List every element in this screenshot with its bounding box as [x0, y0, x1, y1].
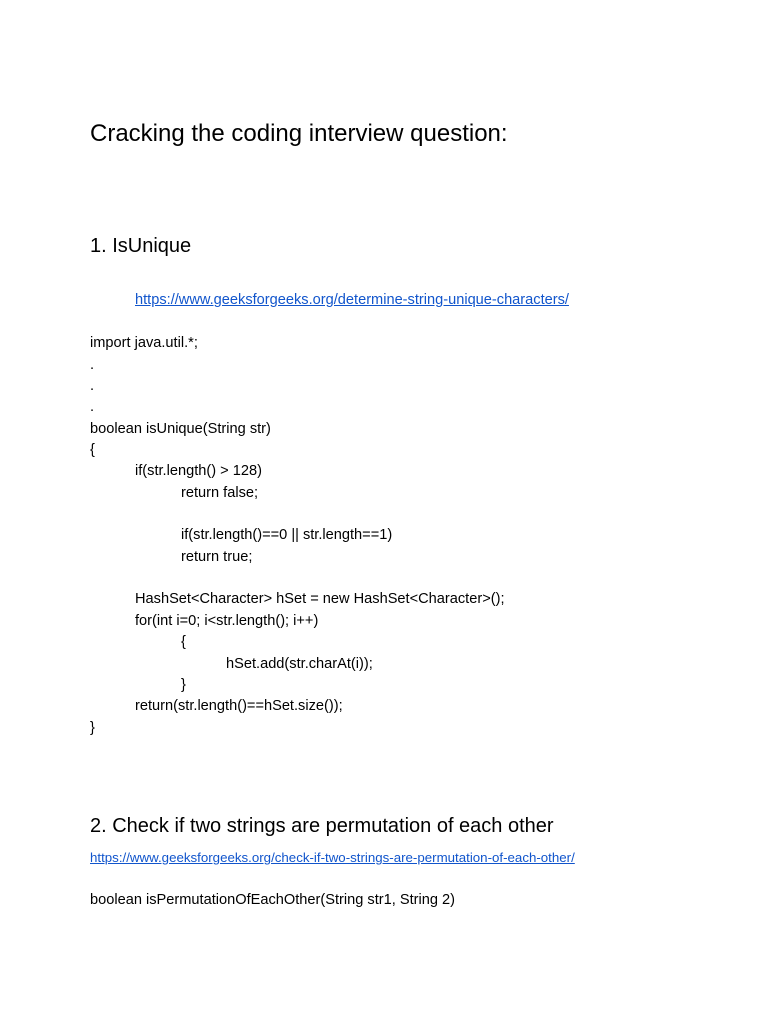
code-line: HashSet<Character> hSet = new HashSet<Character>();: [135, 591, 505, 607]
code-line: import java.util.*;: [90, 335, 198, 351]
code-line: .: [90, 357, 95, 373]
code-line: boolean isUnique(String str): [90, 421, 271, 437]
code-line: {: [181, 634, 186, 650]
code-line: if(str.length()==0 || str.length==1): [181, 527, 393, 543]
code-line: return(str.length()==hSet.size());: [135, 698, 343, 714]
code-line: }: [181, 677, 186, 693]
code-line: {: [90, 442, 95, 458]
code-line: return true;: [181, 549, 253, 565]
section-heading-is-unique: 1. IsUnique: [90, 235, 192, 257]
permutation-reference-link[interactable]: https://www.geeksforgeeks.org/check-if-two-strings-are-permutation-of-each-other/: [90, 850, 575, 865]
code-line: return false;: [181, 485, 259, 501]
code-line: }: [90, 720, 95, 736]
code-line: .: [90, 378, 95, 394]
is-unique-reference-link[interactable]: https://www.geeksforgeeks.org/determine-string-unique-characters/: [135, 292, 569, 308]
document-title: Cracking the coding interview question:: [90, 120, 508, 147]
code-line: boolean isPermutationOfEachOther(String str1, String 2): [90, 892, 456, 908]
code-line: .: [90, 399, 95, 415]
code-line: hSet.add(str.charAt(i));: [226, 656, 373, 672]
section-heading-permutation: 2. Check if two strings are permutation of each other: [90, 815, 554, 837]
code-line: for(int i=0; i<str.length(); i++): [135, 613, 319, 629]
code-line: if(str.length() > 128): [135, 463, 262, 479]
